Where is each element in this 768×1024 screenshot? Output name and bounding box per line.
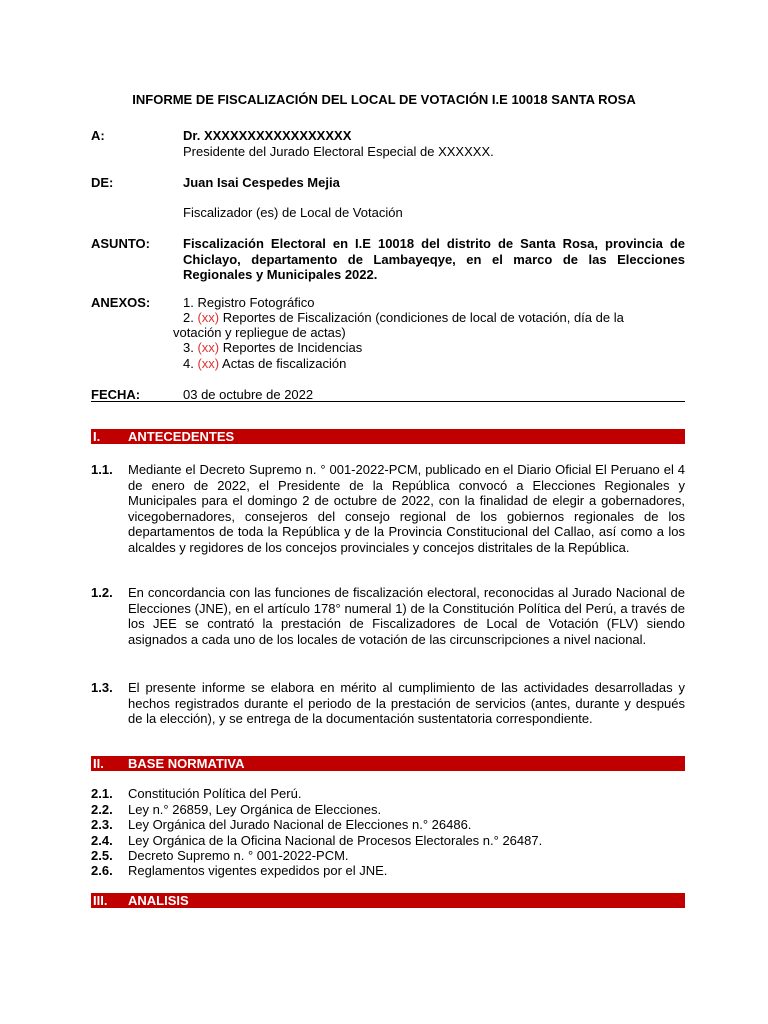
from-name: Juan Isai Cespedes Mejia bbox=[183, 175, 340, 190]
norm-number: 2.2. bbox=[91, 802, 113, 817]
to-role: Presidente del Jurado Electoral Especial de XXXXXX. bbox=[183, 144, 494, 159]
norm-text: Ley Orgánica del Jurado Nacional de Elecciones n.° 26486. bbox=[128, 817, 472, 832]
norm-number: 2.3. bbox=[91, 817, 113, 832]
subject-label: ASUNTO: bbox=[91, 236, 150, 251]
annex-placeholder: (xx) bbox=[197, 340, 220, 355]
item-paragraph: En concordancia con las funciones de fiscalización electoral, reconocidas al Jurado Nacional de Elecciones (JNE), en el artículo 178° numeral 1) de la Constitución Política del Perú, a través de los JEE se contrató la prestación de Fiscalizadores de Local de Votación (FLV) siendo asignados a cada uno de los locales de votación de las circunscripciones a nivel nacional. bbox=[128, 585, 685, 647]
annex-continuation: votación y repliegue de actas) bbox=[173, 325, 346, 340]
to-name: Dr. XXXXXXXXXXXXXXXXX bbox=[183, 128, 352, 143]
header-divider bbox=[91, 401, 685, 402]
date-value: 03 de octubre de 2022 bbox=[183, 387, 314, 402]
annex-num: 1. bbox=[183, 295, 194, 310]
norm-number: 2.1. bbox=[91, 786, 113, 801]
section-title: BASE NORMATIVA bbox=[128, 756, 245, 771]
norm-text: Constitución Política del Perú. bbox=[128, 786, 302, 801]
section-bar-analisis bbox=[91, 893, 685, 908]
item-number: 1.2. bbox=[91, 585, 113, 600]
section-title: ANALISIS bbox=[128, 893, 189, 908]
annex-placeholder: (xx) bbox=[197, 310, 220, 325]
subject-text: Fiscalización Electoral en I.E 10018 del distrito de Santa Rosa, provincia de Chiclayo, departamento de Lambayeqye, en el marco de las Elecciones Regionales y Municipales 2022. bbox=[183, 236, 685, 282]
item-number: 1.3. bbox=[91, 680, 113, 695]
norm-number: 2.5. bbox=[91, 848, 113, 863]
norm-text: Decreto Supremo n. ° 001-2022-PCM. bbox=[128, 848, 349, 863]
annex-item bbox=[183, 340, 362, 356]
annexes-label: ANEXOS: bbox=[91, 295, 151, 310]
section-number: III. bbox=[93, 893, 108, 908]
section-title: ANTECEDENTES bbox=[128, 429, 235, 444]
from-role: Fiscalizador (es) de Local de Votación bbox=[183, 205, 403, 220]
annex-text: Registro Fotográfico bbox=[197, 295, 315, 310]
norm-text: Reglamentos vigentes expedidos por el JNE. bbox=[128, 863, 388, 878]
annex-num: 2. bbox=[183, 310, 194, 325]
annex-text: Reportes de Incidencias bbox=[222, 340, 363, 355]
from-label: DE: bbox=[91, 175, 114, 190]
annex-num: 4. bbox=[183, 356, 194, 371]
annex-num: 3. bbox=[183, 340, 194, 355]
item-paragraph: Mediante el Decreto Supremo n. ° 001-2022-PCM, publicado en el Diario Oficial El Peruano el 4 de enero de 2022, el Presidente de la República convocó a Elecciones Regionales y Municipales para el domingo 2 de octubre de 2022, con la finalidad de elegir a gobernadores, vicegobernadores, consejeros del consejo regional de los gobiernos regionales de los departamentos de toda la República y de la Provincia Constitucional del Callao, así como a los alcaldes y regidores de los concejos provinciales y concejos distritales de la República. bbox=[128, 462, 685, 555]
section-bar-antecedentes bbox=[91, 429, 685, 444]
annex-item bbox=[183, 356, 346, 372]
annex-text: Reportes de Fiscalización (condiciones de local de votación, día de la bbox=[222, 310, 624, 325]
annex-placeholder: (xx) bbox=[197, 356, 220, 371]
annex-item bbox=[183, 295, 315, 311]
section-number: I. bbox=[93, 429, 101, 444]
norm-text: Ley n.° 26859, Ley Orgánica de Elecciones. bbox=[128, 802, 382, 817]
norm-number: 2.4. bbox=[91, 833, 113, 848]
annex-text: Actas de fiscalización bbox=[222, 356, 347, 371]
norm-text: Ley Orgánica de la Oficina Nacional de Procesos Electorales n.° 26487. bbox=[128, 833, 543, 848]
to-label: A: bbox=[91, 128, 105, 143]
section-number: II. bbox=[93, 756, 104, 771]
section-bar-base-normativa bbox=[91, 756, 685, 771]
item-number: 1.1. bbox=[91, 462, 113, 477]
norm-number: 2.6. bbox=[91, 863, 113, 878]
date-label: FECHA: bbox=[91, 387, 141, 402]
annex-item bbox=[183, 310, 624, 326]
item-paragraph: El presente informe se elabora en mérito al cumplimiento de las actividades desarrolladas y hechos registrados durante el periodo de la prestación de servicios (antes, durante y después de la elección), y se entrega de la documentación sustentatoria correspondiente. bbox=[128, 680, 685, 726]
report-title: INFORME DE FISCALIZACIÓN DEL LOCAL DE VOTACIÓN I.E 10018 SANTA ROSA bbox=[132, 92, 636, 107]
